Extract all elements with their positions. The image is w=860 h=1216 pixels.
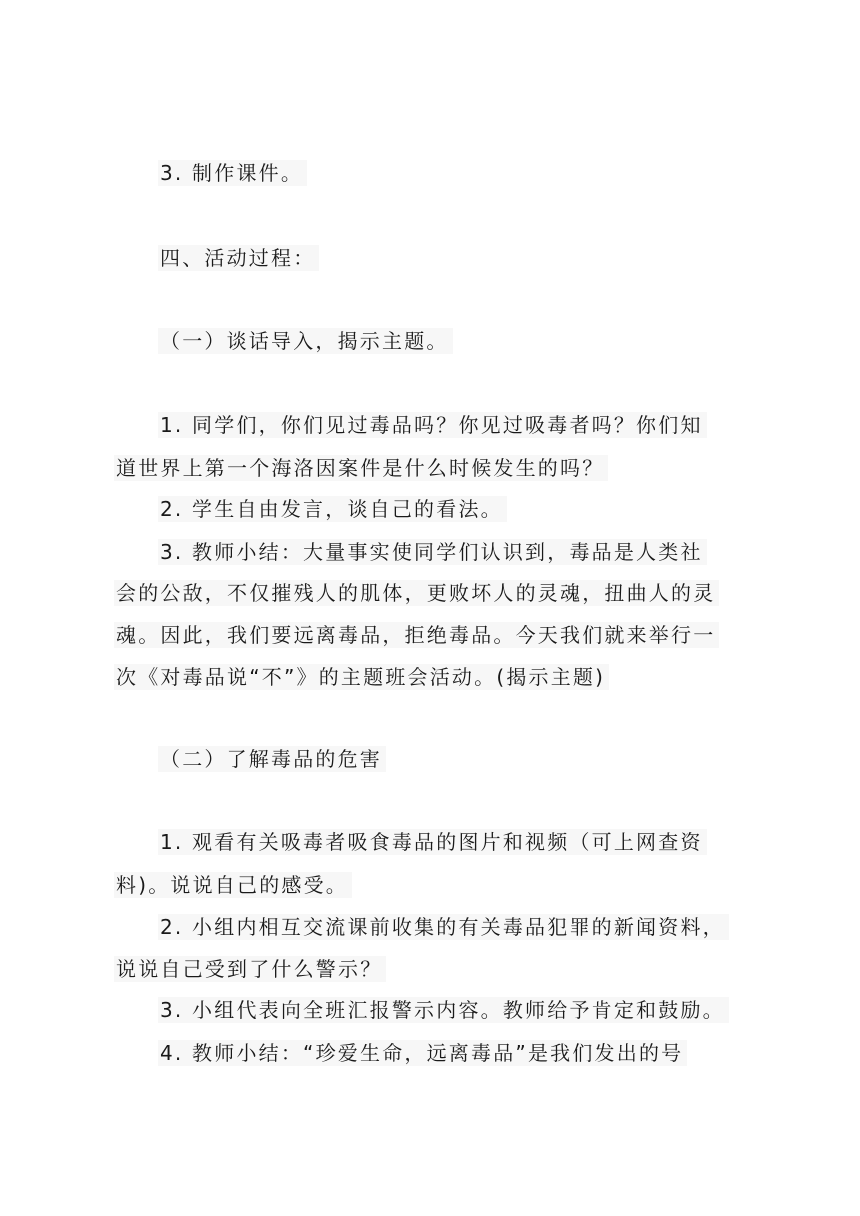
paragraph-line: 4. 教师小结：“珍爱生命，远离毒品”是我们发出的号: [158, 1040, 687, 1066]
subsection-heading-intro: （一）谈话导入，揭示主题。: [158, 328, 453, 354]
section-heading-activity-process: 四、活动过程：: [158, 245, 319, 271]
paragraph-line: 3. 教师小结：大量事实使同学们认识到，毒品是人类社: [158, 539, 707, 565]
paragraph-line: 会的公敌，不仅摧残人的肌体，更败坏人的灵魂，扭曲人的灵: [114, 580, 719, 606]
paragraph-line: 说说自己受到了什么警示？: [114, 956, 386, 982]
paragraph-line: 料)。说说自己的感受。: [114, 872, 352, 898]
paragraph-line: 魂。因此，我们要远离毒品，拒绝毒品。今天我们就来举行一: [114, 622, 719, 648]
paragraph-line: 2. 学生自由发言，谈自己的看法。: [158, 496, 507, 522]
paragraph-line: 道世界上第一个海洛因案件是什么时候发生的吗？: [114, 455, 608, 481]
step-3-prepare-courseware: 3. 制作课件。: [158, 160, 307, 186]
subsection-heading-drug-harm: （二）了解毒品的危害: [158, 746, 386, 772]
paragraph-line: 次《对毒品说“不”》的主题班会活动。(揭示主题): [114, 664, 609, 690]
paragraph-line: 1. 同学们，你们见过毒品吗？你见过吸毒者吗？你们知: [158, 412, 707, 438]
paragraph-line: 1. 观看有关吸毒者吸食毒品的图片和视频（可上网查资: [158, 829, 707, 855]
paragraph-line: 3. 小组代表向全班汇报警示内容。教师给予肯定和鼓励。: [158, 997, 729, 1023]
paragraph-line: 2. 小组内相互交流课前收集的有关毒品犯罪的新闻资料，: [158, 914, 729, 940]
